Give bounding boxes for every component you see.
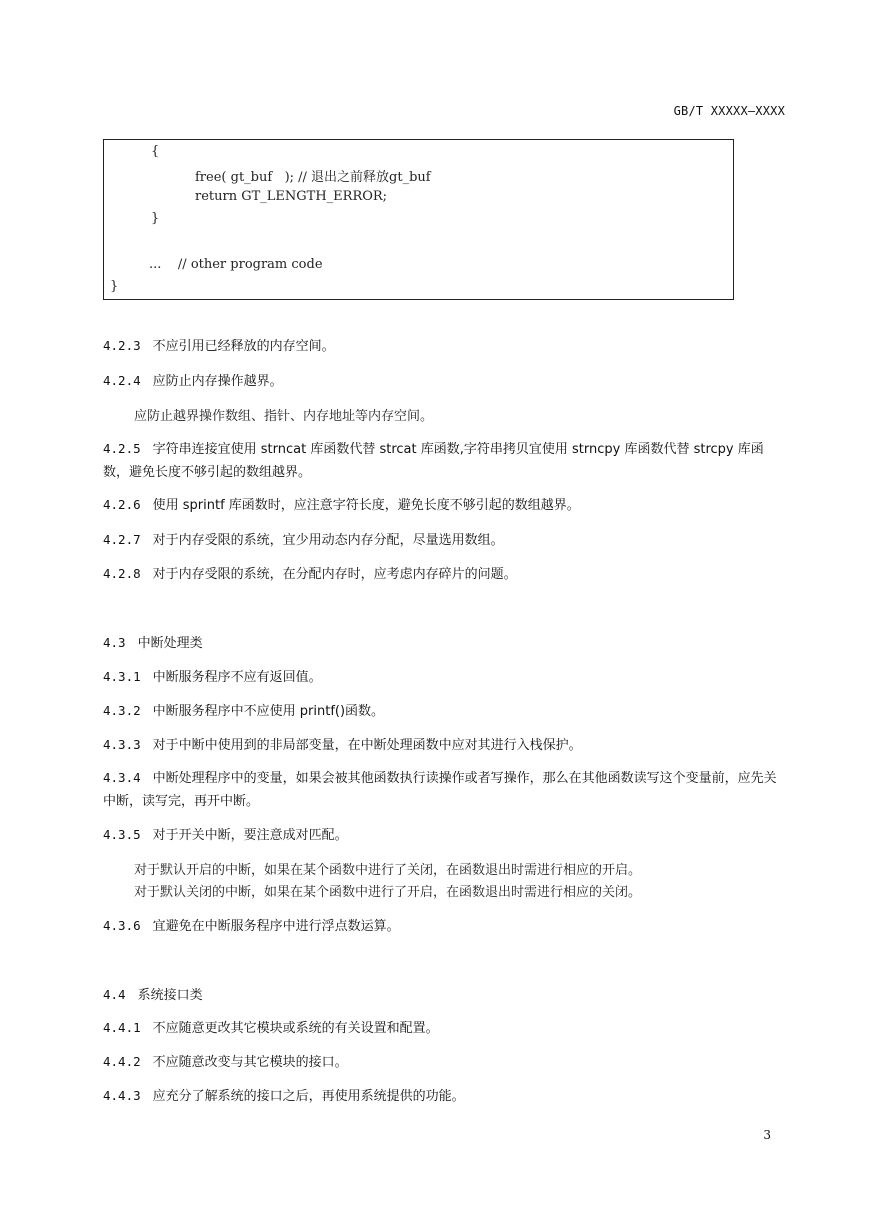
- clause-4-2-5: [103, 437, 787, 484]
- clause-4-2-4: [103, 369, 787, 393]
- code-line: {: [151, 144, 160, 159]
- clause-text: 不应随意更改其它模块或系统的有关设置和配置。: [152, 1021, 439, 1036]
- section-4-3-heading: [103, 631, 787, 655]
- clause-4-3-2: [103, 699, 787, 723]
- section-number: 4.4: [103, 987, 126, 1002]
- clause-number: 4.2.6: [103, 497, 141, 512]
- clause-number: 4.3.2: [103, 703, 141, 718]
- code-line: }: [151, 211, 160, 226]
- clause-number: 4.3.4: [103, 770, 141, 785]
- clause-text: 中断服务程序中不应使用 printf()函数。: [152, 704, 385, 719]
- clause-text: 中断处理程序中的变量，如果会被其他函数执行读操作或者写操作，那么在其他函数读写这个变量前，应先关中断，读写完，再开中断。: [103, 771, 777, 809]
- clause-text: 宜避免在中断服务程序中进行浮点数运算。: [152, 919, 400, 934]
- clause-4-3-1: [103, 665, 787, 689]
- clause-text: 不应引用已经释放的内存空间。: [152, 339, 335, 354]
- clause-text: 对于内存受限的系统，宜少用动态内存分配，尽量选用数组。: [152, 533, 504, 548]
- clause-text: 对于中断中使用到的非局部变量，在中断处理函数中应对其进行入栈保护。: [152, 738, 582, 753]
- code-line: ... // other program code: [149, 257, 323, 272]
- clause-4-3-5: [103, 823, 787, 847]
- page-number: 3: [763, 1128, 771, 1142]
- section-title: 系统接口类: [137, 988, 203, 1003]
- clause-number: 4.4.1: [103, 1020, 141, 1035]
- clause-4-2-8: [103, 562, 787, 586]
- section-4-4-heading: [103, 983, 787, 1007]
- clause-number: 4.2.5: [103, 441, 141, 456]
- section-number: 4.3: [103, 635, 126, 650]
- clause-number: 4.2.8: [103, 566, 141, 581]
- clause-text: 对于内存受限的系统，在分配内存时，应考虑内存碎片的问题。: [152, 567, 517, 582]
- clause-4-2-7: [103, 528, 787, 552]
- clause-number: 4.3.5: [103, 827, 141, 842]
- clause-number: 4.2.7: [103, 532, 141, 547]
- clause-number: 4.3.6: [103, 918, 141, 933]
- code-line: }: [110, 279, 119, 294]
- clause-number: 4.2.3: [103, 338, 141, 353]
- clause-number: 4.3.3: [103, 737, 141, 752]
- clause-4-3-6: [103, 914, 787, 938]
- clause-text: 不应随意改变与其它模块的接口。: [152, 1055, 348, 1070]
- clause-number: 4.4.3: [103, 1088, 141, 1103]
- clause-4-4-3: [103, 1084, 787, 1108]
- clause-number: 4.2.4: [103, 373, 141, 388]
- code-line: free( gt_buf ); // 退出之前释放gt_buf: [195, 170, 431, 185]
- clause-4-4-1: [103, 1016, 787, 1040]
- note-4-3-5-enabled: 对于默认开启的中断，如果在某个函数中进行了关闭，在函数退出时需进行相应的开启。: [134, 863, 642, 878]
- clause-text: 应防止内存操作越界。: [152, 374, 283, 389]
- clause-number: 4.4.2: [103, 1054, 141, 1069]
- clause-4-3-3: [103, 733, 787, 757]
- clause-4-2-3: [103, 334, 787, 358]
- note-4-2-4: 应防止越界操作数组、指针、内存地址等内存空间。: [134, 409, 434, 424]
- code-block: [103, 139, 734, 300]
- section-title: 中断处理类: [137, 636, 203, 651]
- standard-code-header: GB/T XXXXX—XXXX: [673, 104, 785, 118]
- clause-text: 使用 sprintf 库函数时，应注意字符长度，避免长度不够引起的数组越界。: [152, 498, 580, 513]
- clause-number: 4.3.1: [103, 669, 141, 684]
- clause-4-2-6: [103, 493, 787, 517]
- code-line: return GT_LENGTH_ERROR;: [195, 189, 388, 204]
- clause-text: 字符串连接宜使用 strncat 库函数代替 strcat 库函数,字符串拷贝宜使用 strncpy 库函数代替 strcpy 库函数，避免长度不够引起的数组越界。: [103, 442, 764, 480]
- clause-text: 对于开关中断，要注意成对匹配。: [152, 828, 348, 843]
- clause-4-4-2: [103, 1050, 787, 1074]
- clause-text: 应充分了解系统的接口之后，再使用系统提供的功能。: [152, 1089, 465, 1104]
- clause-text: 中断服务程序不应有返回值。: [152, 670, 322, 685]
- note-4-3-5-disabled: 对于默认关闭的中断，如果在某个函数中进行了开启，在函数退出时需进行相应的关闭。: [134, 885, 642, 900]
- clause-4-3-4: [103, 766, 787, 813]
